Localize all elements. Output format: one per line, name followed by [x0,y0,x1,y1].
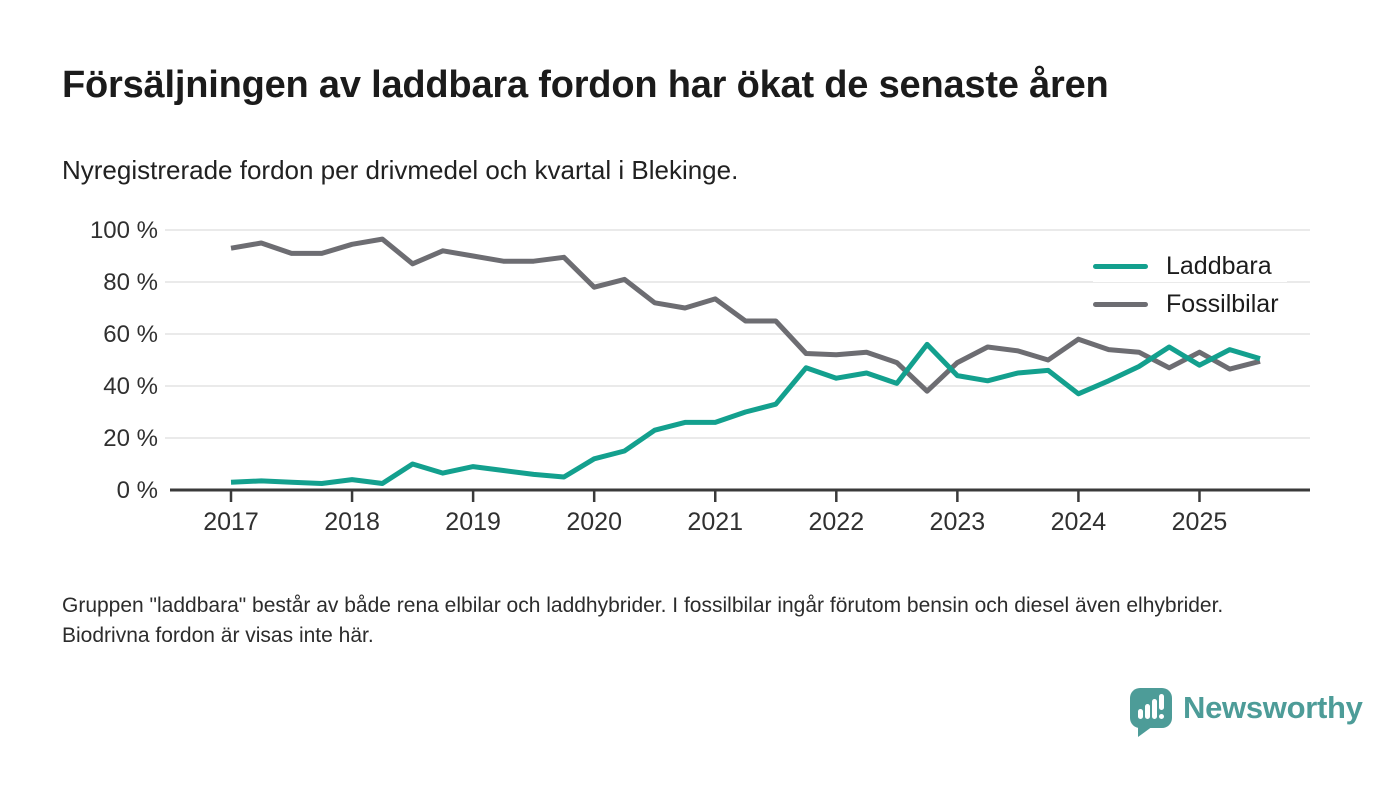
legend-label-fossilbilar: Fossilbilar [1166,290,1279,318]
y-axis-label: 100 % [89,217,158,244]
x-axis-label: 2020 [566,508,622,536]
x-axis-label: 2017 [203,508,259,536]
x-axis-label: 2025 [1171,508,1228,536]
y-axis-label: 40 % [103,373,158,400]
legend-item-fossilbilar [1093,289,1287,320]
newsworthy-logo [1128,686,1363,738]
legend-label-laddbara: Laddbara [1166,252,1272,280]
page-title: Försäljningen av laddbara fordon har ökat de senaste åren [62,64,1109,106]
series-line-laddbara [231,344,1260,483]
x-axis-label: 2018 [324,508,380,536]
legend-swatch-laddbara [1093,264,1148,269]
x-axis-label: 2022 [808,508,865,536]
chart-footnote: Gruppen "laddbara" består av både rena elbilar och laddhybrider. I fossilbilar ingår förutom bensin och diesel även elhybrider. Biodrivna fordon är visas inte här. [62,594,1224,647]
x-axis-label: 2021 [687,508,744,536]
x-axis-label: 2019 [445,508,501,536]
x-axis-label: 2023 [929,508,986,536]
y-axis-label: 0 % [116,477,158,504]
legend-swatch-fossilbilar [1093,302,1148,307]
newsworthy-wordmark: Newsworthy [1183,690,1363,725]
x-axis-label: 2024 [1050,508,1107,536]
page-subtitle: Nyregistrerade fordon per drivmedel och kvartal i Blekinge. [62,155,739,185]
chart-legend [1093,251,1287,320]
y-axis-label: 80 % [103,269,158,296]
newsworthy-bubble-chart-icon [1128,686,1174,738]
y-axis-label: 60 % [103,321,158,348]
y-axis-label: 20 % [103,425,158,452]
legend-item-laddbara [1093,251,1287,282]
